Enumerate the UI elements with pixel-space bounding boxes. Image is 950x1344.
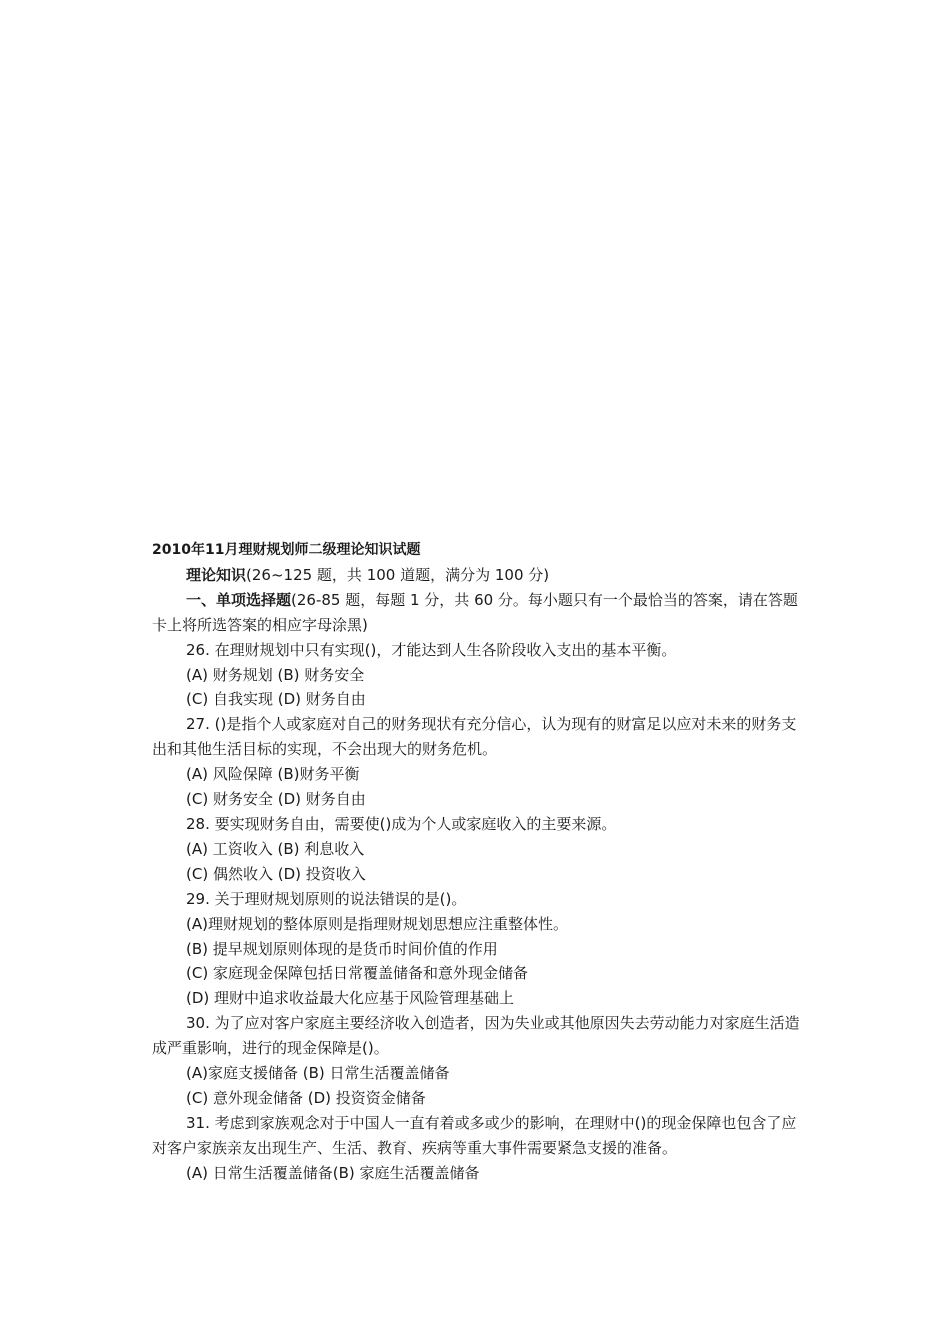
question-option: (C) 偶然收入 (D) 投资收入	[186, 864, 366, 883]
part-one-heading-text: (26-85 题，每题 1 分，共 60 分。每小题只有一个最恰当的答案，请在答题卡上将所选答案的相应字母涂黑)	[152, 590, 798, 634]
question-option: (C) 自我实现 (D) 财务自由	[186, 690, 366, 709]
question-option: (A) 财务规划 (B) 财务安全	[186, 665, 365, 684]
question-option: (A) 日常生活覆盖储备(B) 家庭生活覆盖储备	[186, 1163, 480, 1182]
question-option: (A)家庭支援储备 (B) 日常生活覆盖储备	[186, 1064, 450, 1083]
question-stem: 28. 要实现财务自由，需要使()成为个人或家庭收入的主要来源。	[186, 814, 617, 833]
question-option: (C) 意外现金储备 (D) 投资资金储备	[186, 1088, 426, 1107]
question-stem: 29. 关于理财规划原则的说法错误的是()。	[186, 889, 467, 908]
section-heading-bold: 理论知识	[186, 565, 247, 584]
part-one-heading-bold: 一、单项选择题	[186, 590, 292, 609]
document-body	[152, 538, 802, 1186]
question-stem: 27. ()是指个人或家庭对自己的财务现状有充分信心，认为现有的财富足以应对未来的财务支出和其他生活目标的实现，不会出现大的财务危机。	[152, 715, 797, 759]
question-option: (A) 风险保障 (B)财务平衡	[186, 765, 360, 784]
question-option: (D) 理财中追求收益最大化应基于风险管理基础上	[186, 989, 515, 1008]
question-stem: 30. 为了应对客户家庭主要经济收入创造者，因为失业或其他原因失去劳动能力对家庭生活造成严重影响，进行的现金保障是()。	[152, 1014, 800, 1058]
section-heading-text: (26~125 题，共 100 道题，满分为 100 分)	[246, 565, 550, 584]
question-option: (C) 家庭现金保障包括日常覆盖储备和意外现金储备	[186, 964, 528, 983]
question-option: (B) 提早规划原则体现的是货币时间价值的作用	[186, 939, 498, 958]
question-option: (A) 工资收入 (B) 利息收入	[186, 839, 365, 858]
part-one-heading	[152, 588, 802, 638]
section-heading	[152, 563, 802, 588]
document-title: 2010年11月理财规划师二级理论知识试题	[152, 542, 421, 558]
question-stem: 26. 在理财规划中只有实现()，才能达到人生各阶段收入支出的基本平衡。	[186, 640, 677, 659]
question-option: (C) 财务安全 (D) 财务自由	[186, 790, 366, 809]
question-option: (A)理财规划的整体原则是指理财规划思想应注重整体性。	[186, 914, 568, 933]
question-stem: 31. 考虑到家族观念对于中国人一直有着或多或少的影响，在理财中()的现金保障也包含了应对客户家族亲友出现生产、生活、教育、疾病等重大事件需要紧急支援的准备。	[152, 1113, 797, 1157]
